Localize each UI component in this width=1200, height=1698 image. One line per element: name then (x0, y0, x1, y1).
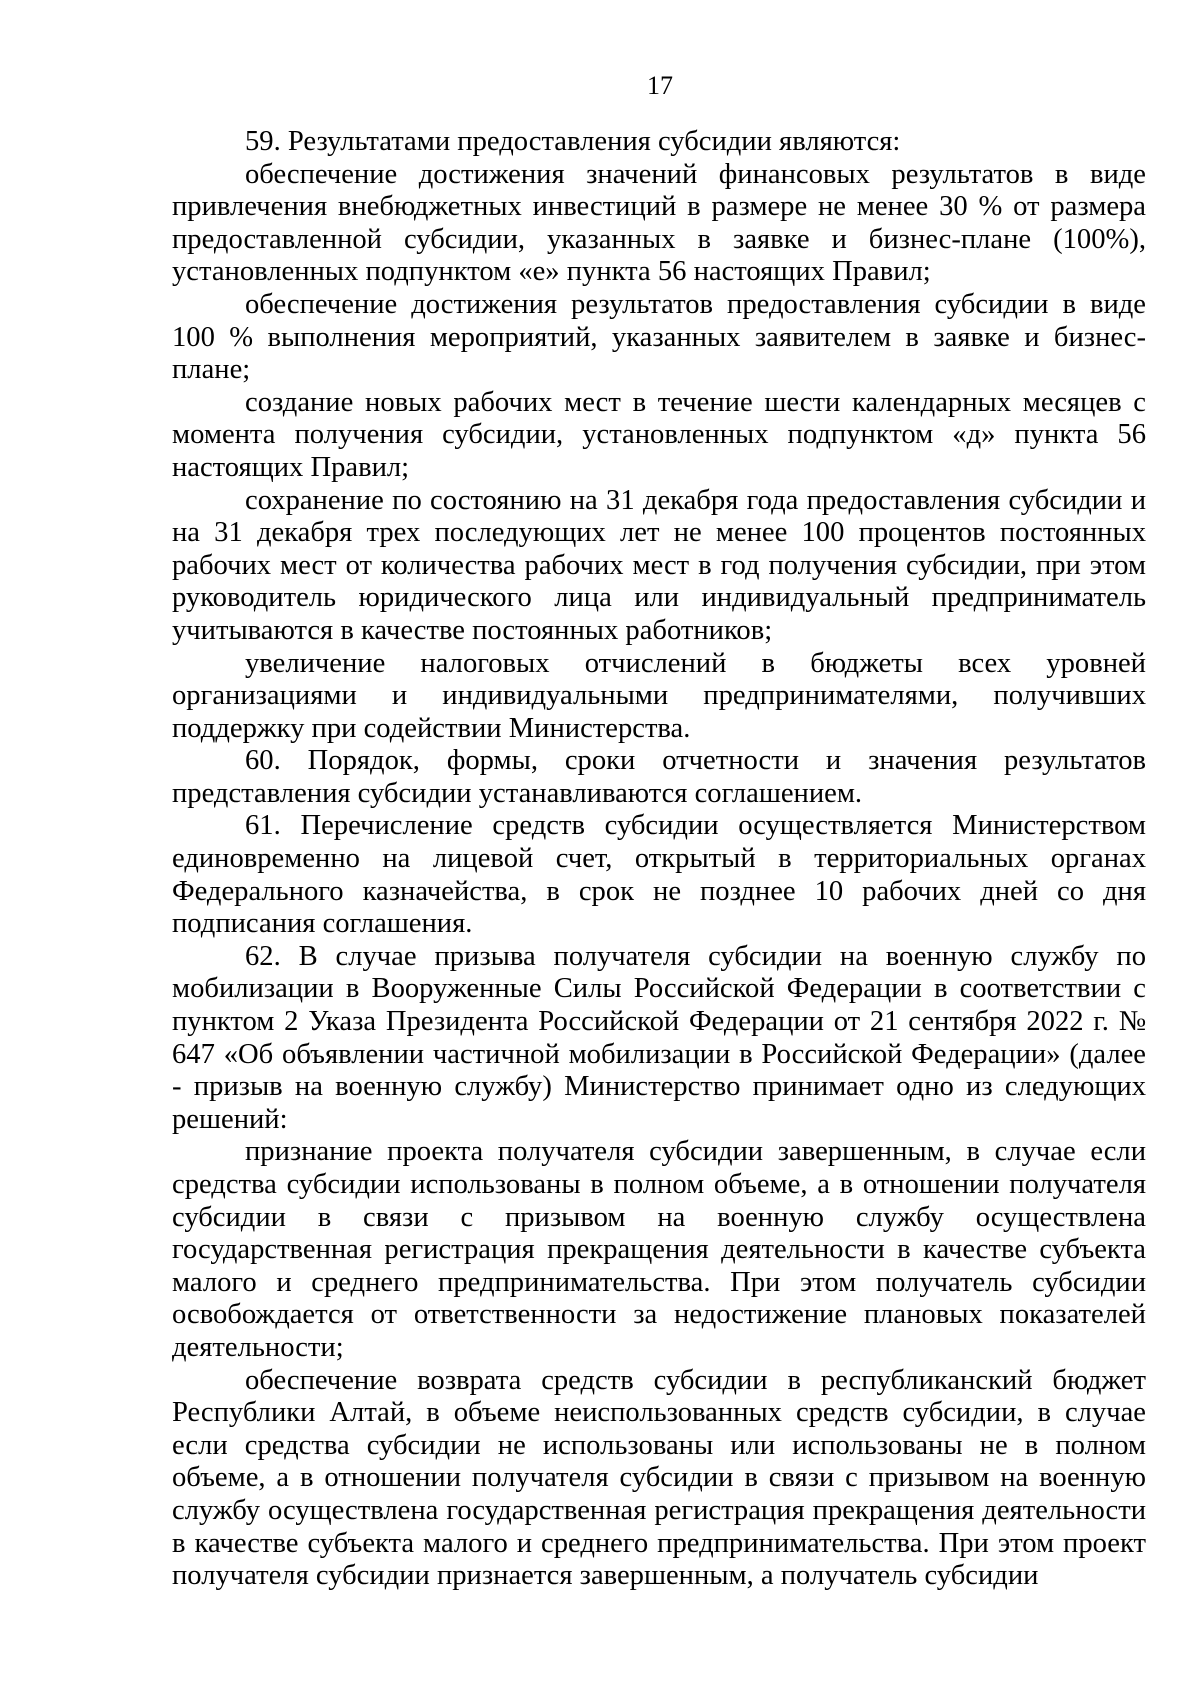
paragraph-jobs-retention: сохранение по состоянию на 31 декабря года предоставления субсидии и на 31 декабря трех последующих лет не менее 100 процентов постоянных рабочих мест от количества рабочих мест в год получения субсидии, при этом руководитель юридического лица или индивидуальный предприниматель учитываются в качестве постоянных работников; (172, 484, 1146, 646)
paragraph-60-reporting: 60. Порядок, формы, сроки отчетности и значения результатов представления субсидии устанавливаются соглашением. (172, 745, 1146, 809)
paragraph-activities-fulfilment: обеспечение достижения результатов предоставления субсидии в виде 100 % выполнения мероприятий, указанных заявителем в заявке и бизнес-плане; (172, 288, 1146, 386)
paragraph-62-mobilization: 62. В случае призыва получателя субсидии на военную службу по мобилизации в Вооруженные Силы Российской Федерации в соответствии с пунктом 2 Указа Президента Российской Федерации от 21 сентября 2022 г. № 647 «Об объявлении частичной мобилизации в Российской Федерации» (далее - призыв на военную службу) Министерство принимает одно из следующих решений: (172, 940, 1146, 1135)
paragraph-project-completed: признание проекта получателя субсидии завершенным, в случае если средства субсидии использованы в полном объеме, а в отношении получателя субсидии в связи с призывом на военную службу осуществлена государственная регистрация прекращения деятельности в качестве субъекта малого и среднего предпринимательства. При этом получатель субсидии освобождается от ответственности за недостижение плановых показателей деятельности; (172, 1136, 1146, 1363)
page-number: 17 (647, 71, 673, 100)
paragraph-financial-results: обеспечение достижения значений финансовых результатов в виде привлечения внебюджетных инвестиций в размере не менее 30 % от размера предоставленной субсидии, указанных в заявке и бизнес-плане (100%), установленных подпунктом «е» пункта 56 настоящих Правил; (172, 158, 1146, 288)
paragraph-funds-return: обеспечение возврата средств субсидии в республиканский бюджет Республики Алтай, в объеме неиспользованных средств субсидии, в случае если средства субсидии не использованы или использованы не в полном объеме, а в отношении получателя субсидии в связи с призывом на военную службу осуществлена государственная регистрация прекращения деятельности в качестве субъекта малого и среднего предпринимательства. При этом проект получателя субсидии признается завершенным, а получатель субсидии (172, 1364, 1146, 1592)
paragraph-61-transfer: 61. Перечисление средств субсидии осуществляется Министерством единовременно на лицевой счет, открытый в территориальных органах Федерального казначейства, в срок не позднее 10 рабочих дней со дня подписания соглашения. (172, 810, 1146, 940)
paragraph-tax-increase: увеличение налоговых отчислений в бюджеты всех уровней организациями и индивидуальными предпринимателями, получивших поддержку при содействии Министерства. (172, 647, 1146, 744)
paragraph-59-intro: 59. Результатами предоставления субсидии являются: (245, 126, 901, 157)
document-body (172, 126, 1146, 1593)
paragraph-new-jobs: создание новых рабочих мест в течение шести календарных месяцев с момента получения субсидии, установленных подпунктом «д» пункта 56 настоящих Правил; (172, 386, 1146, 483)
